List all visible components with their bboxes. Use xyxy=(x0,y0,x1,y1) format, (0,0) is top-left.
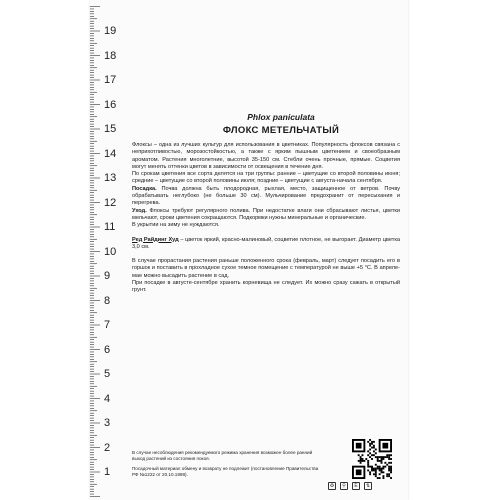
recycle-icon: ♻ xyxy=(329,483,335,489)
winter-paragraph: В укрытии на зиму не нуждаются. xyxy=(132,222,220,229)
footer-notes xyxy=(132,450,322,478)
care-text: Флоксы требуют регулярного полива. При недостатке влаги они сбрасывают листья, цветки мельчают, сроки цветения сокращаются. Подкормки нужны минеральные и органические. xyxy=(132,207,400,221)
ruler-number: 12 xyxy=(104,196,117,209)
footer-storage-note: В случае несоблюдения рекомендуемого режима хранения возможен более ранний выход растений из состояния покоя. xyxy=(132,450,313,461)
variety-text: – цветок яркий, красно-малиновый, соцветие плотное, не выгорает. Диаметр цветка 3,0 см. xyxy=(132,236,400,250)
product-description xyxy=(132,112,400,295)
ruler-number: 8 xyxy=(104,294,111,307)
storage-paragraph-1: В случае прорастания растения раньше положенного срока (февраль, март) следует посадить его в горшок и поставить в прохладное сухое темное помещение с температурой не выше +5 °С. В апреле-мае можно высадить растение в сад. xyxy=(132,258,400,279)
ruler-number: 7 xyxy=(104,319,111,331)
variety-name: Ред Райдинг Худ xyxy=(132,236,179,243)
glass-fork-icon: ⚲ xyxy=(340,482,348,490)
ruler-number: 11 xyxy=(104,221,116,233)
ruler-number: 16 xyxy=(104,98,117,111)
ruler-number: 15 xyxy=(104,123,117,135)
footer-return-note: Посадочный материал обмену и возврату не подлежит (постановление Правительства РФ №1222 от 20.10.1998). xyxy=(132,466,319,477)
planting-text: Почва должна быть плодородная, рыхлая, место, защищенное от ветров. Почву обрабатывать неглубоко (не больше 30 см). Мульчирование предохранит от пересыхания и перегрева. xyxy=(132,185,400,207)
ruler-number: 5 xyxy=(104,368,111,380)
care-label: Уход. xyxy=(132,207,147,214)
care-paragraph xyxy=(132,208,400,223)
ruler-number: 1 xyxy=(104,466,111,478)
intro-paragraph: Флоксы – одна из лучших культур для использования в цветниках. Популярность флоксов связана с неприхотливостью, морозостойкостью, а также с ярким пышным цветением и своеобразным ароматом. Растения многолетние, высотой 35-150 см. Стебли очень прочные, прямые. Соцветия могут менять оттенки цветов в зависимости от освещения в течение дня. xyxy=(132,142,400,170)
planting-paragraph xyxy=(132,186,400,208)
ruler-number: 17 xyxy=(104,74,117,86)
certification-icons xyxy=(328,482,372,490)
ruler-number: 2 xyxy=(104,441,111,454)
ruler-number: 10 xyxy=(104,245,117,258)
ruler-number: 4 xyxy=(104,392,111,405)
qr-code[interactable] xyxy=(352,439,392,479)
ruler-number: 3 xyxy=(104,417,111,429)
variety-paragraph xyxy=(132,237,400,252)
latin-name: Phlox paniculata xyxy=(247,112,315,122)
product-title: ФЛОКС МЕТЕЛЬЧАТЫЙ xyxy=(222,125,340,136)
ruler-number: 13 xyxy=(104,172,117,184)
ruler-number: 18 xyxy=(104,49,117,62)
ruler-number: 14 xyxy=(104,147,117,160)
flowering-groups-paragraph: По срокам цветения все сорта делятся на три группы: ранние – цветущие со второй половины июня; средние – цветущие со второй половины июля; поздние – цветущие с августа-начала сентября. xyxy=(132,171,400,185)
planting-label: Посадка. xyxy=(132,185,157,192)
qr-code-image xyxy=(352,439,392,479)
storage-paragraph-2: При посадке в августе-сентябре хранить корневища не следует. Их можно сразу сажать в открытый грунт. xyxy=(132,280,400,294)
eac-mark-icon: Е xyxy=(352,482,360,490)
arrows-icon: ⇅ xyxy=(365,483,371,489)
ruler-number: 9 xyxy=(104,270,111,282)
ruler-number: 19 xyxy=(104,25,117,37)
ruler-number: 6 xyxy=(104,343,111,356)
